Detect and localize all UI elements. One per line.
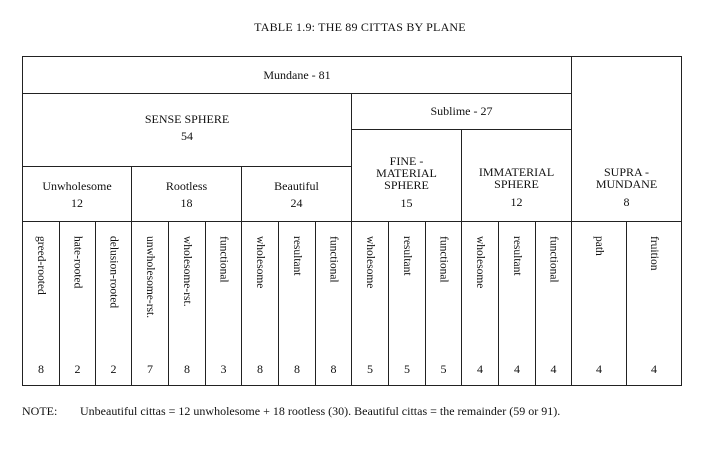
column-count: 4 bbox=[550, 362, 557, 376]
column-label: functional bbox=[547, 236, 560, 283]
column-count: 7 bbox=[147, 362, 153, 376]
fine-material-line2: MATERIAL bbox=[376, 166, 437, 180]
column-count: 8 bbox=[184, 362, 190, 376]
column-label: wholesome bbox=[474, 236, 486, 289]
column-count: 8 bbox=[38, 362, 44, 376]
sense-sphere-label: SENSE SPHERE bbox=[144, 112, 230, 126]
note-label: NOTE: bbox=[22, 404, 58, 418]
supramundane-group bbox=[571, 166, 682, 222]
column-count: 8 bbox=[257, 362, 263, 376]
column-count: 8 bbox=[330, 362, 337, 376]
column-label: functional bbox=[327, 236, 340, 283]
unwholesome-label: Unwholesome bbox=[42, 179, 112, 193]
column-hate-rooted bbox=[59, 221, 96, 386]
rootless-count: 18 bbox=[180, 196, 193, 210]
column-delusion-rooted bbox=[95, 221, 132, 386]
immaterial-group bbox=[461, 129, 572, 222]
immaterial-line2: SPHERE bbox=[494, 177, 539, 191]
column-label: wholesome bbox=[254, 236, 266, 289]
column-label: functional bbox=[437, 236, 450, 283]
column-count: 5 bbox=[367, 362, 373, 376]
column-fine-wholesome bbox=[351, 221, 389, 386]
beautiful-count: 24 bbox=[290, 196, 303, 210]
column-rootless-functional bbox=[205, 221, 242, 386]
column-path bbox=[571, 221, 627, 386]
column-fine-resultant bbox=[388, 221, 426, 386]
column-unwholesome-rst bbox=[131, 221, 169, 386]
fine-material-line3: SPHERE bbox=[384, 178, 429, 192]
supramundane-line2: MUNDANE bbox=[595, 177, 658, 191]
column-label: fruition bbox=[648, 236, 660, 271]
immaterial-count: 12 bbox=[510, 195, 523, 209]
column-label: path bbox=[593, 236, 605, 256]
mundane-header: Mundane - 81 bbox=[22, 56, 572, 94]
table-note bbox=[22, 404, 712, 419]
column-count: 2 bbox=[74, 362, 81, 376]
column-label: greed-rooted bbox=[35, 236, 47, 295]
column-fine-functional bbox=[425, 221, 462, 386]
column-label: resultant bbox=[401, 236, 413, 276]
column-label: wholesome-rst. bbox=[181, 236, 193, 307]
column-count: 5 bbox=[440, 362, 447, 376]
column-label: resultant bbox=[291, 236, 303, 276]
rootless-label: Rootless bbox=[165, 179, 208, 193]
column-count: 8 bbox=[294, 362, 300, 376]
sense-sphere-header bbox=[22, 93, 352, 167]
column-immaterial-wholesome bbox=[461, 221, 499, 386]
sublime-header: Sublime - 27 bbox=[351, 93, 572, 130]
column-label: resultant bbox=[511, 236, 523, 276]
fine-material-line1: FINE - bbox=[389, 154, 424, 168]
table-title: TABLE 1.9: THE 89 CITTAS BY PLANE bbox=[254, 20, 466, 34]
fine-material-group bbox=[351, 129, 462, 222]
column-beautiful-wholesome bbox=[241, 221, 279, 386]
supramundane-line1: SUPRA - bbox=[603, 165, 650, 179]
beautiful-group bbox=[241, 166, 352, 222]
column-immaterial-functional bbox=[535, 221, 572, 386]
sense-sphere-count: 54 bbox=[181, 129, 193, 143]
column-beautiful-resultant bbox=[278, 221, 316, 386]
column-count: 3 bbox=[220, 362, 227, 376]
column-label: functional bbox=[217, 236, 230, 283]
note-text: Unbeautiful cittas = 12 unwholesome + 18 rootless (30). Beautiful cittas = the remainder (59 or 91). bbox=[80, 404, 561, 418]
column-beautiful-functional bbox=[315, 221, 352, 386]
rootless-group bbox=[131, 166, 242, 222]
column-count: 5 bbox=[404, 362, 410, 376]
column-immaterial-resultant bbox=[498, 221, 536, 386]
supramundane-top-cell bbox=[571, 56, 682, 167]
fine-material-count: 15 bbox=[400, 196, 413, 210]
column-label: wholesome bbox=[364, 236, 376, 289]
column-count: 4 bbox=[514, 362, 520, 376]
column-count: 4 bbox=[596, 362, 602, 376]
immaterial-line1: IMMATERIAL bbox=[478, 165, 555, 179]
supramundane-count: 8 bbox=[623, 195, 630, 209]
unwholesome-group bbox=[22, 166, 132, 222]
column-greed-rooted bbox=[22, 221, 60, 386]
column-label: unwholesome-rst. bbox=[144, 236, 156, 319]
beautiful-label: Beautiful bbox=[274, 179, 319, 193]
column-label: delusion-rooted bbox=[107, 236, 120, 309]
column-count: 4 bbox=[477, 362, 483, 376]
column-fruition bbox=[626, 221, 682, 386]
unwholesome-count: 12 bbox=[71, 196, 83, 210]
column-count: 4 bbox=[651, 362, 657, 376]
column-label: hate-rooted bbox=[71, 236, 84, 289]
column-count: 2 bbox=[110, 362, 117, 376]
column-wholesome-rst bbox=[168, 221, 206, 386]
